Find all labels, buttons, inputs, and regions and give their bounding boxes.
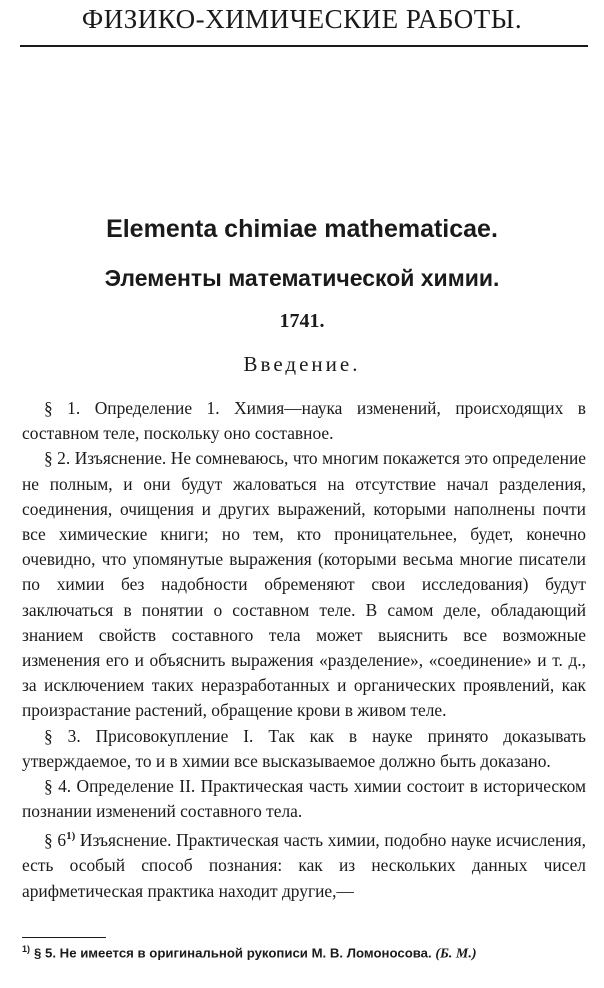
paragraph-2: § 2. Изъяснение. Не сомневаюсь, что многим покажется это определение не полным, и они будут жаловаться на отсутствие начал разделения, соединения, очищения и других выражений, которыми наполнены почти все химические книги; но тем, кто проницательнее, будет, конечно очевидно, что упомянутые выражения (которыми весьма многие писатели по химии без надобности обременяют свои исследования) будут заключаться в понятии о составном теле. В самом деле, обладающий знанием свойств составного тела может выяснить все возможные изменения его и объяснить выражения «разделение», «соединение» и т. д., за исключением таких неразработанных и органических проявлений, как произрастание растений, обращение крови в живом теле. [22, 448, 586, 721]
body-text [22, 396, 586, 904]
title-year: 1741. [279, 310, 325, 332]
title-latin: Elementa chimiae mathematicae. [106, 215, 498, 243]
footnote-rule [22, 937, 106, 938]
header-rule [20, 45, 588, 47]
footnote-text: § 5. Не имеется в оригинальной рукописи М. В. Ломоносова. [34, 945, 432, 961]
paragraph-5-prefix: § 6 [44, 830, 67, 851]
paragraph-5-text: Изъяснение. Практическая часть химии, подобно науке исчисления, есть особый способ познания: как из нескольких данных чисел арифметическая практика находит другие,— [22, 830, 586, 901]
paragraph-1: § 1. Определение 1. Химия—наука изменений, происходящих в составном теле, поскольку оно составное. [22, 398, 586, 444]
footnote-reference[interactable]: 1) [66, 830, 76, 843]
footnote-mark: 1) [22, 944, 31, 954]
running-head: ФИЗИКО-ХИМИЧЕСКИЕ РАБОТЫ. [81, 4, 523, 34]
section-heading: Введение. [243, 352, 361, 376]
paragraph-4: § 4. Определение II. Практическая часть химии состоит в историческом познании изменений составного тела. [22, 776, 586, 822]
footnote [22, 944, 590, 962]
paragraph-3: § 3. Присовокупление I. Так как в науке принято доказывать утверждаемое, то и в химии все высказываемое должно быть доказано. [22, 725, 586, 771]
footnote-source: (Б. М.) [435, 946, 477, 962]
paragraph-5 [22, 824, 586, 903]
title-russian: Элементы математической химии. [104, 265, 500, 291]
